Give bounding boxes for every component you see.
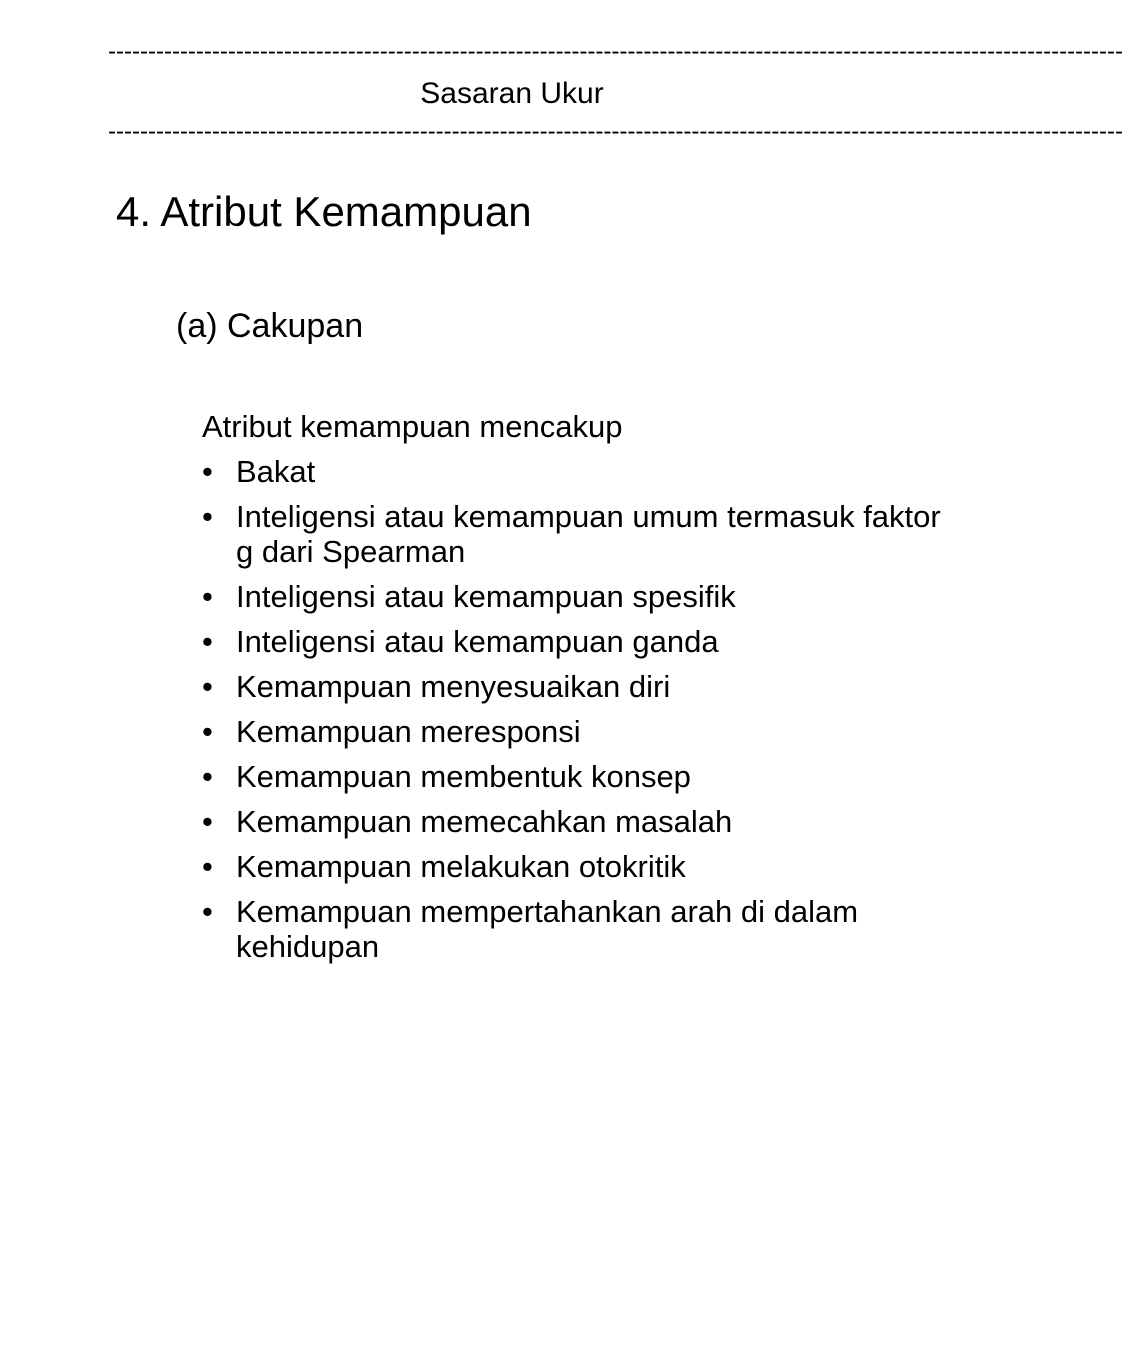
header-divider-bottom: ------------------------------------------------------------------------------------------------------------------------------- — [108, 118, 1123, 145]
bullet-icon: • — [202, 624, 213, 659]
subsection-title: (a) Cakupan — [176, 307, 364, 345]
list-item — [202, 669, 942, 704]
list-item-text: Bakat — [236, 454, 316, 489]
list-item — [202, 499, 942, 569]
list-item-text: Kemampuan memecahkan masalah — [236, 804, 733, 839]
list-item-text: Kemampuan mempertahankan arah di dalam kehidupan — [236, 894, 859, 964]
bullet-icon: • — [202, 714, 213, 749]
page-header-title: Sasaran Ukur — [420, 77, 604, 110]
list-item — [202, 714, 942, 749]
list-item — [202, 579, 942, 614]
list-item-text: Kemampuan menyesuaikan diri — [236, 669, 671, 704]
list-item — [202, 894, 942, 964]
list-item — [202, 849, 942, 884]
intro-text: Atribut kemampuan mencakup — [202, 409, 623, 444]
list-item-text: Inteligensi atau kemampuan ganda — [236, 624, 719, 659]
bullet-icon: • — [202, 804, 213, 839]
bullet-icon: • — [202, 849, 213, 884]
bullet-list — [202, 454, 942, 974]
list-item — [202, 454, 942, 489]
list-item — [202, 759, 942, 794]
list-item-text: Inteligensi atau kemampuan umum termasuk faktor g dari Spearman — [236, 499, 941, 569]
bullet-icon: • — [202, 579, 213, 614]
header-divider-top: ------------------------------------------------------------------------------------------------------------------------------- — [108, 38, 1123, 65]
list-item-text: Kemampuan melakukan otokritik — [236, 849, 686, 884]
list-item-text: Inteligensi atau kemampuan spesifik — [236, 579, 736, 614]
bullet-icon: • — [202, 669, 213, 704]
bullet-icon: • — [202, 454, 213, 489]
bullet-icon: • — [202, 499, 213, 534]
list-item-text: Kemampuan membentuk konsep — [236, 759, 691, 794]
bullet-icon: • — [202, 894, 213, 929]
section-title: 4. Atribut Kemampuan — [116, 188, 532, 235]
bullet-icon: • — [202, 759, 213, 794]
list-item — [202, 804, 942, 839]
list-item — [202, 624, 942, 659]
list-item-text: Kemampuan meresponsi — [236, 714, 581, 749]
